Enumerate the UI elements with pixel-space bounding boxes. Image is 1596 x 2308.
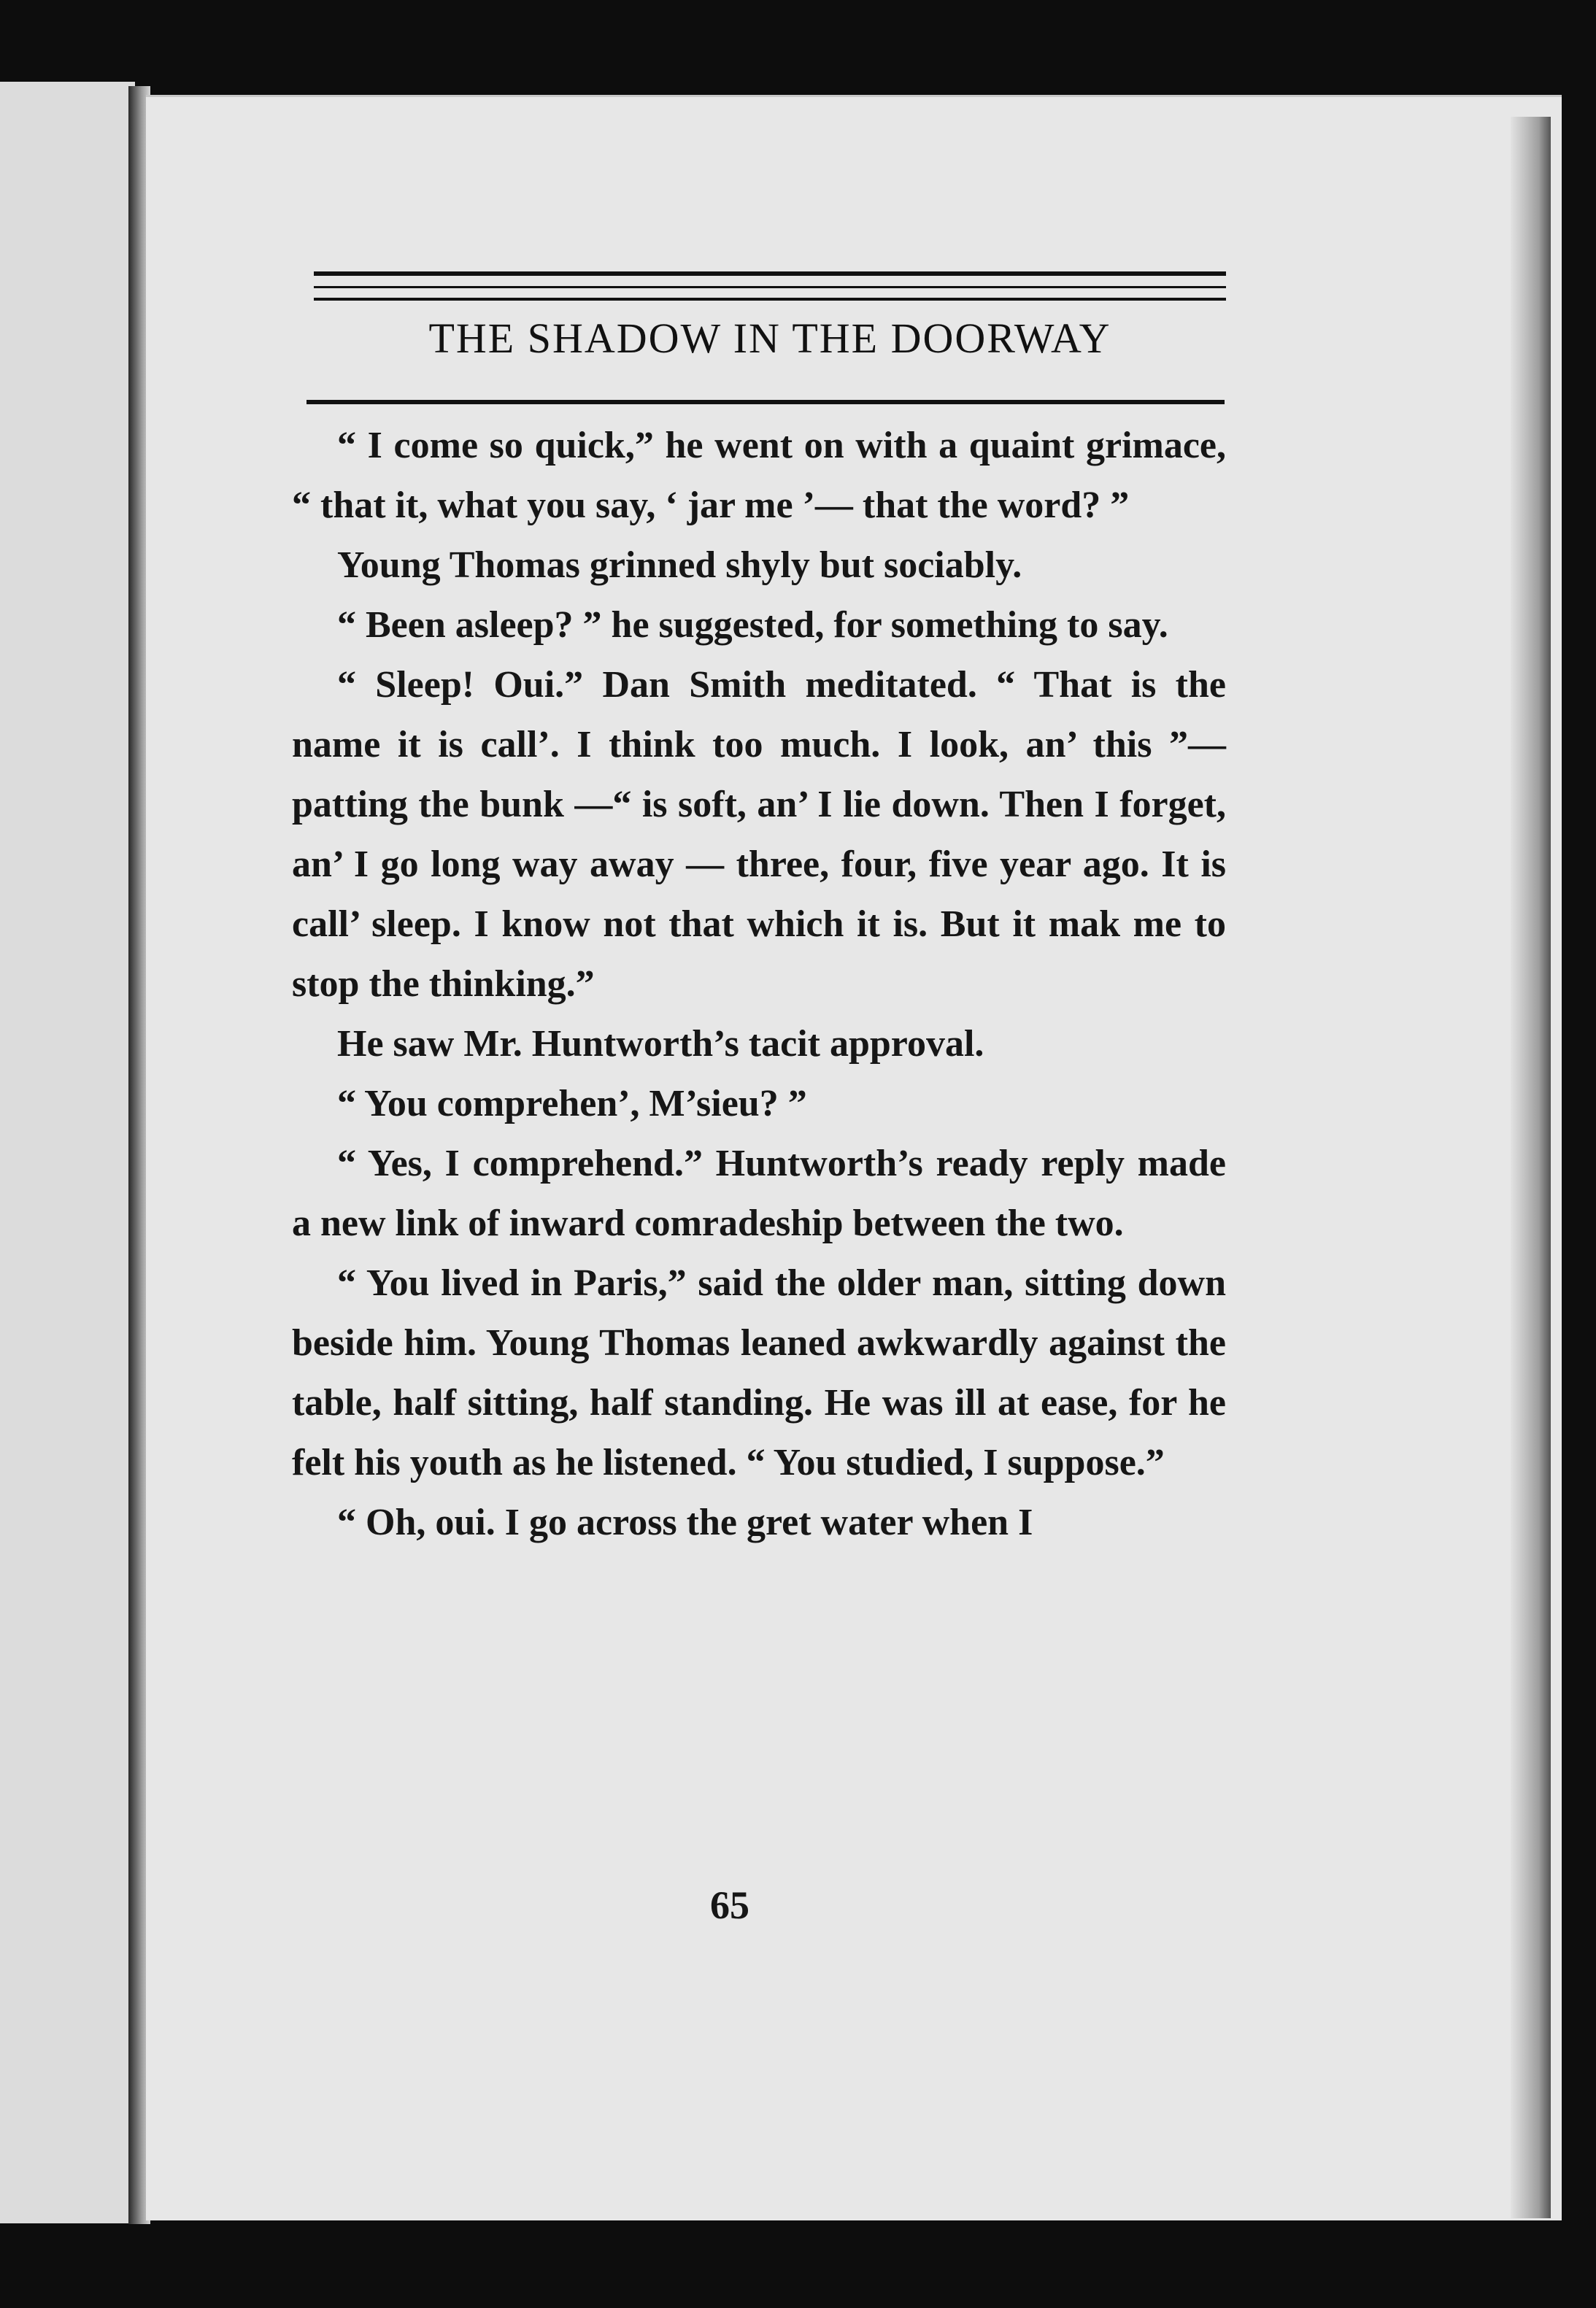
running-head: THE SHADOW IN THE DOORWAY [428,314,1111,362]
paragraph: He saw Mr. Huntworth’s tacit approval. [337,1023,984,1065]
header-rule-top [314,271,1226,276]
paragraph: “ You comprehen’, M’sieu? ” [337,1083,807,1124]
paragraph: “ Yes, I comprehend.” Huntworth’s ready reply made a new link of inward comradeship between the two. [292,1143,1226,1244]
page-number: 65 [710,1883,749,1927]
header-rule-thin [314,298,1226,301]
paragraph: “ Oh, oui. I go across the gret water when I [337,1502,1033,1543]
paragraph: “ Been asleep? ” he suggested, for something to say. [337,604,1168,646]
paragraph: “ You lived in Paris,” said the older man, sitting down beside him. Young Thomas leaned awkwardly against the table, half sitting, half standing. He was ill at ease, for he felt his youth as he listened. “ You studied, I suppose.” [292,1262,1226,1483]
paragraph: Young Thomas grinned shyly but sociably. [337,544,1022,586]
facing-page-edge [0,82,135,2223]
body-text [292,416,1226,1553]
header-rule-middle [314,286,1226,288]
header-rule-bottom [307,400,1225,404]
page-edge-shadow [1511,117,1551,2218]
paragraph: “ I come so quick,” he went on with a quaint grimace, “ that it, what you say, ‘ jar me ’— that the word? ” [292,425,1226,526]
paragraph: “ Sleep! Oui.” Dan Smith meditated. “ That is the name it is call’. I think too much. I look, an’ this ”— patting the bunk —“ is soft, an’ I lie down. Then I forget, an’ I go long way away — three, four, five year ago. It is call’ sleep. I know not that which it is. But it mak me to stop the thinking.” [292,664,1226,1005]
